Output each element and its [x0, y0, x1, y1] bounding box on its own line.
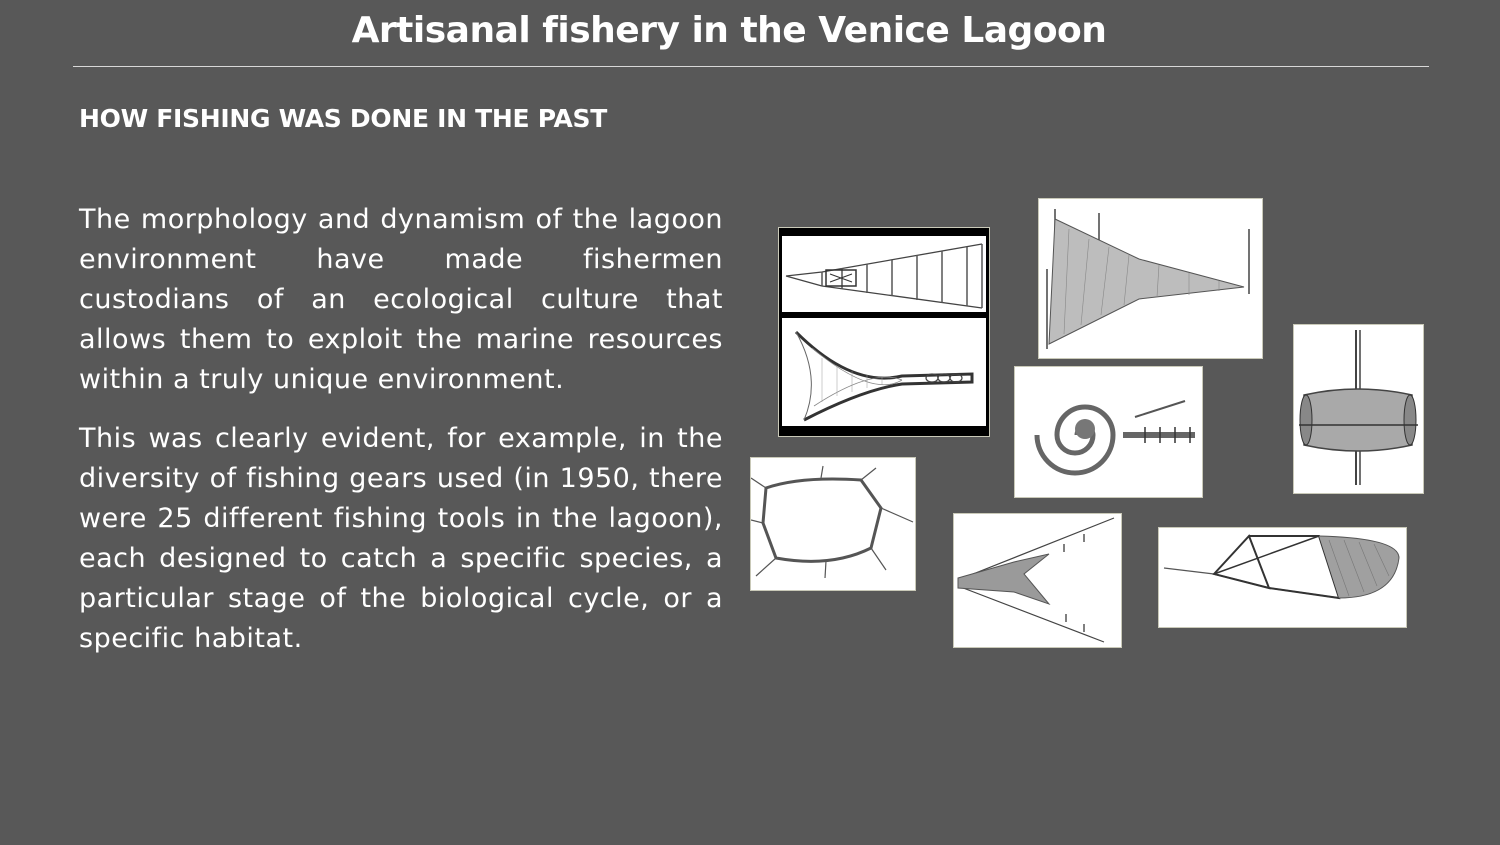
dredge-net-illustration [1159, 528, 1406, 627]
standing-wing-net-illustration [1039, 199, 1262, 358]
v-shaped-net-illustration [954, 514, 1121, 647]
paragraph-1: The morphology and dynamism of the lagoon environment have made fishermen custodians of an ecological culture that allows them to exploit the marine resources within a truly unique environment. [79, 204, 723, 395]
enclosure-net-illustration [751, 458, 915, 590]
paragraph-2: This was clearly evident, for example, in the diversity of fishing gears used (in 1950, there were 25 different fishing tools in the lagoon), each designed to catch a specific species, a particular stage of the biological cycle, or a specific habitat. [79, 423, 723, 654]
fishing-gear-illustration-group-1 [779, 228, 989, 436]
fyke-net-illustration [782, 318, 986, 426]
slide-title: Artisanal fishery in the Venice Lagoon [351, 10, 1107, 51]
cylindrical-pot-illustration [1294, 325, 1423, 493]
section-heading: HOW FISHING WAS DONE IN THE PAST [79, 104, 607, 133]
spiral-trap-illustration [1015, 367, 1202, 497]
trap-net-tunnel-illustration [782, 236, 986, 312]
title-divider [73, 66, 1429, 67]
